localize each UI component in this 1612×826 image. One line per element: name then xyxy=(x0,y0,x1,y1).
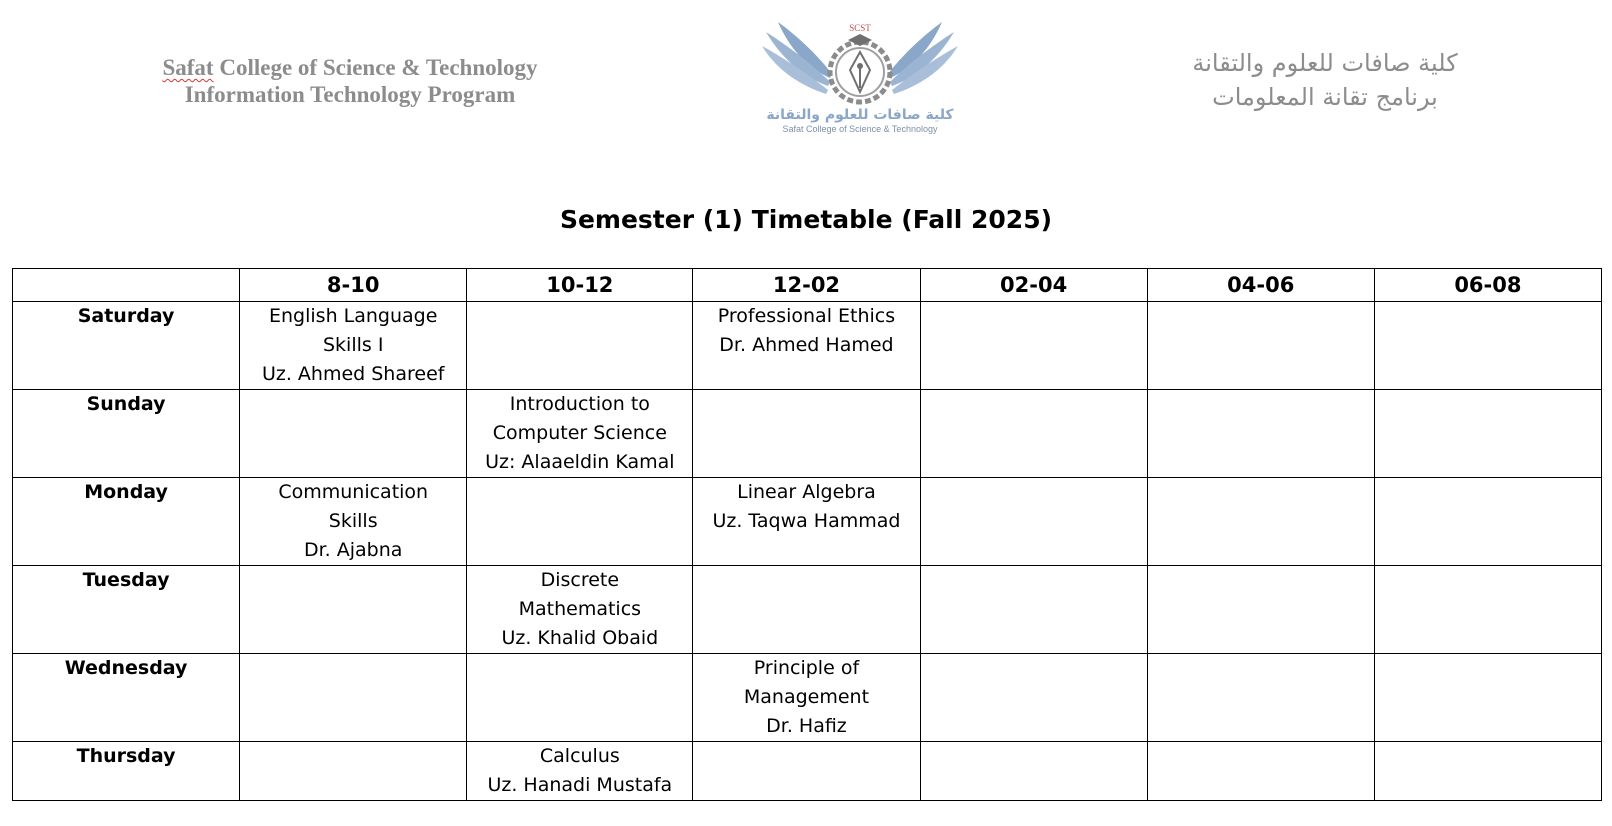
course-name: Introduction to xyxy=(509,393,650,415)
program-name-english: Information Technology Program xyxy=(184,82,516,107)
college-name-line-1 xyxy=(130,54,570,81)
course-name: Mathematics xyxy=(518,598,642,620)
timetable-cell xyxy=(240,390,467,478)
course-name: English Language xyxy=(269,305,438,327)
corner-cell xyxy=(13,269,240,302)
timetable-cell xyxy=(1147,566,1374,654)
course-name: Skills I xyxy=(322,334,384,356)
header-row xyxy=(13,269,1602,302)
timetable-cell xyxy=(1374,302,1601,390)
instructor-name: Dr. Ahmed Hamed xyxy=(719,334,894,356)
time-slot-header: 06-08 xyxy=(1374,269,1601,302)
course-name: Linear Algebra xyxy=(737,481,876,503)
time-slot-header: 04-06 xyxy=(1147,269,1374,302)
course-name: Computer Science xyxy=(492,422,667,444)
timetable-cell xyxy=(467,742,693,801)
timetable-cell xyxy=(1147,742,1374,801)
timetable-cell xyxy=(467,478,693,566)
timetable-cell xyxy=(693,478,920,566)
logo-top-text: SCST xyxy=(849,23,871,33)
instructor-name: Uz. Hanadi Mustafa xyxy=(487,774,673,796)
time-slot-header: 02-04 xyxy=(920,269,1147,302)
timetable-cell xyxy=(920,302,1147,390)
college-name-word-safat: Safat xyxy=(162,55,214,80)
timetable-cell xyxy=(240,742,467,801)
college-name-english xyxy=(130,54,570,108)
timetable-cell xyxy=(693,390,920,478)
instructor-name: Uz. Taqwa Hammad xyxy=(712,510,901,532)
timetable-cell xyxy=(920,742,1147,801)
table-row xyxy=(13,654,1602,742)
course-name: Skills xyxy=(328,510,378,532)
course-name: Management xyxy=(743,686,870,708)
timetable-cell xyxy=(240,654,467,742)
course-name: Calculus xyxy=(539,745,620,767)
college-name-rest: College of Science & Technology xyxy=(213,55,538,80)
timetable-cell xyxy=(240,478,467,566)
table-row xyxy=(13,478,1602,566)
timetable-cell xyxy=(1374,566,1601,654)
day-label: Wednesday xyxy=(13,654,240,742)
timetable-cell xyxy=(1374,478,1601,566)
day-label: Sunday xyxy=(13,390,240,478)
time-slot-header: 10-12 xyxy=(467,269,693,302)
college-logo xyxy=(760,18,960,143)
timetable-cell xyxy=(693,302,920,390)
college-name-arabic-line-1: كلية صافات للعلوم والتقانة xyxy=(1192,49,1458,77)
page-title: Semester (1) Timetable (Fall 2025) xyxy=(559,205,1053,234)
timetable-cell xyxy=(1147,390,1374,478)
timetable-cell xyxy=(1147,302,1374,390)
timetable-cell xyxy=(240,302,467,390)
timetable-cell xyxy=(920,478,1147,566)
time-slot-header: 12-02 xyxy=(693,269,920,302)
timetable-cell xyxy=(693,566,920,654)
logo-graphic xyxy=(760,18,960,143)
timetable-cell xyxy=(1374,390,1601,478)
logo-arabic-text: كلية صافات للعلوم والتقانة xyxy=(766,107,954,123)
timetable xyxy=(12,268,1602,801)
course-name: Professional Ethics xyxy=(717,305,896,327)
day-label: Tuesday xyxy=(13,566,240,654)
course-name: Communication xyxy=(278,481,429,503)
instructor-name: Uz. Khalid Obaid xyxy=(501,627,659,649)
instructor-name: Uz: Alaaeldin Kamal xyxy=(485,451,675,473)
college-name-arabic xyxy=(1190,46,1460,114)
timetable-cell xyxy=(920,390,1147,478)
timetable-cell xyxy=(467,566,693,654)
timetable-cell xyxy=(693,742,920,801)
timetable-cell xyxy=(1147,654,1374,742)
day-label: Thursday xyxy=(13,742,240,801)
timetable-cell xyxy=(240,566,467,654)
instructor-name: Uz. Ahmed Shareef xyxy=(261,363,445,385)
timetable-cell xyxy=(1147,478,1374,566)
timetable-cell xyxy=(467,302,693,390)
instructor-name: Dr. Hafiz xyxy=(766,715,847,737)
logo-pen-hole xyxy=(857,63,863,69)
timetable-cell xyxy=(1374,742,1601,801)
table-row xyxy=(13,742,1602,801)
timetable-cell xyxy=(693,654,920,742)
timetable-cell xyxy=(920,654,1147,742)
timetable-cell xyxy=(1374,654,1601,742)
timetable-body xyxy=(13,302,1602,801)
table-row xyxy=(13,390,1602,478)
instructor-name: Dr. Ajabna xyxy=(303,539,403,561)
logo-english-text: Safat College of Science & Technology xyxy=(782,124,938,134)
timetable-cell xyxy=(920,566,1147,654)
table-row xyxy=(13,566,1602,654)
timetable-cell xyxy=(467,390,693,478)
day-label: Saturday xyxy=(13,302,240,390)
time-slot-header: 8-10 xyxy=(240,269,467,302)
table-row xyxy=(13,302,1602,390)
program-name-arabic: برنامج تقانة المعلومات xyxy=(1212,83,1438,111)
course-name: Discrete xyxy=(540,569,620,591)
course-name: Principle of xyxy=(753,657,860,679)
day-label: Monday xyxy=(13,478,240,566)
timetable-cell xyxy=(467,654,693,742)
